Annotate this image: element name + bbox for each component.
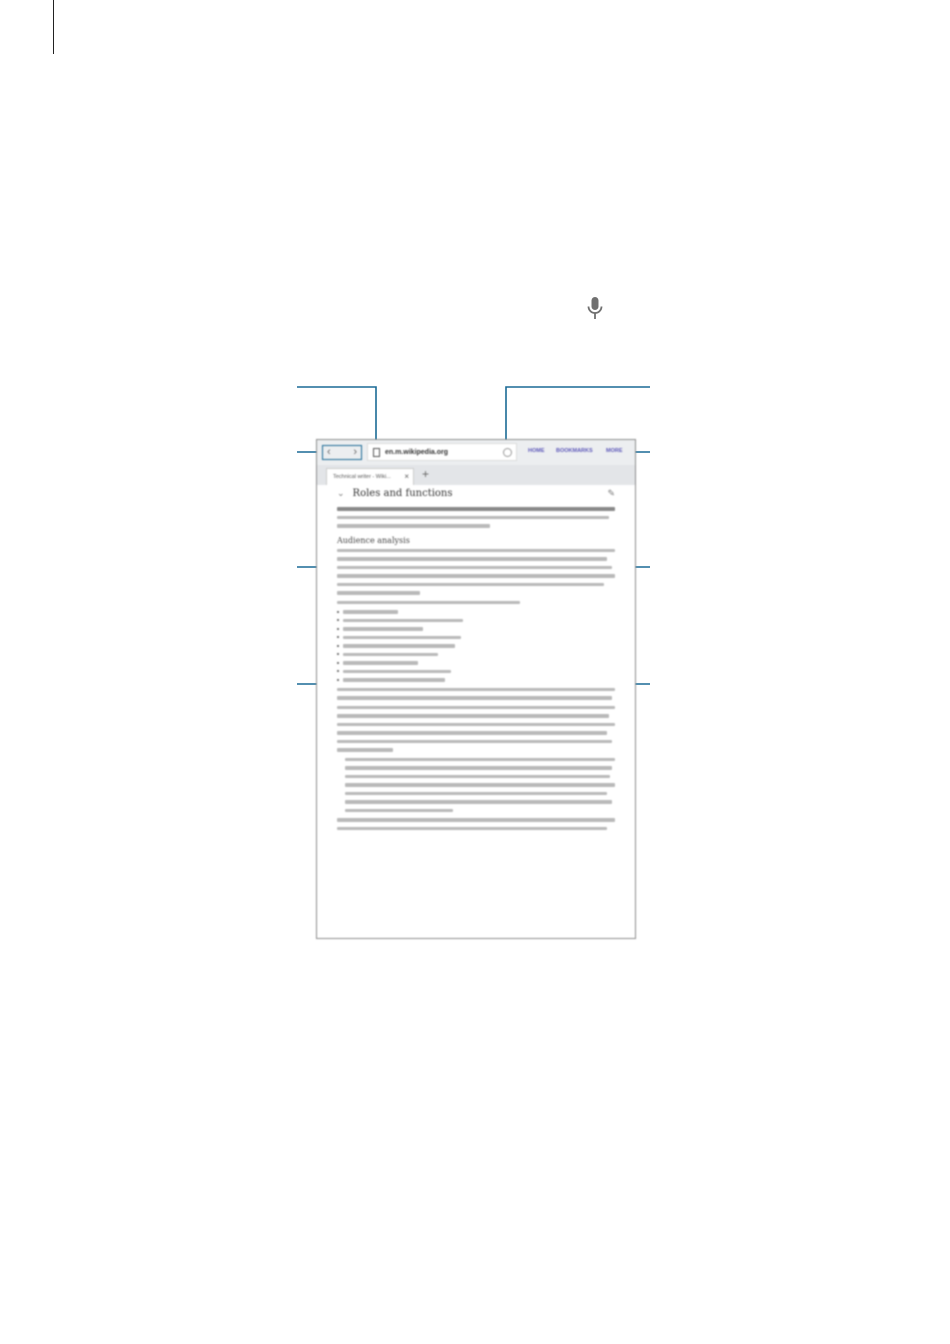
refresh-icon[interactable] bbox=[503, 448, 512, 457]
paragraph bbox=[337, 706, 615, 752]
list-item bbox=[337, 619, 615, 623]
home-button[interactable]: HOME bbox=[528, 448, 545, 454]
address-bar[interactable] bbox=[367, 443, 517, 461]
nav-buttons[interactable] bbox=[322, 445, 362, 460]
lock-icon bbox=[373, 448, 380, 457]
paragraph bbox=[337, 601, 615, 605]
section-heading: Roles and functions bbox=[352, 488, 453, 499]
paragraph bbox=[337, 818, 615, 830]
forward-icon[interactable]: › bbox=[353, 446, 357, 458]
tab-title: Technical writer - Wiki... bbox=[333, 474, 391, 480]
url-text[interactable]: en.m.wikipedia.org bbox=[385, 448, 449, 456]
page-content bbox=[337, 488, 615, 836]
bullet-list bbox=[337, 610, 615, 682]
browser-toolbar bbox=[317, 440, 635, 465]
paragraph bbox=[337, 688, 615, 700]
list-item bbox=[337, 661, 615, 665]
paragraph bbox=[337, 758, 615, 813]
list-item bbox=[337, 670, 615, 674]
list-item bbox=[337, 644, 615, 648]
bookmarks-button[interactable]: BOOKMARKS bbox=[556, 448, 593, 454]
tab-active[interactable] bbox=[326, 468, 414, 485]
paragraph bbox=[337, 507, 615, 528]
paragraph bbox=[337, 549, 615, 595]
chevron-icon[interactable]: ⌄ bbox=[337, 488, 345, 498]
mic-icon bbox=[585, 296, 605, 322]
list-item bbox=[337, 678, 615, 682]
back-icon[interactable]: ‹ bbox=[327, 446, 331, 458]
list-item bbox=[337, 610, 615, 614]
more-button[interactable]: MORE bbox=[606, 448, 623, 454]
browser-screenshot bbox=[316, 439, 636, 939]
close-icon[interactable]: × bbox=[404, 472, 409, 481]
callout-address-bar bbox=[297, 387, 376, 447]
list-item bbox=[337, 653, 615, 657]
add-icon[interactable]: + bbox=[422, 467, 430, 481]
callout-refresh bbox=[506, 387, 650, 447]
tab-bar bbox=[317, 465, 635, 485]
list-item bbox=[337, 636, 615, 640]
section-subheading: Audience analysis bbox=[337, 535, 410, 545]
list-item bbox=[337, 627, 615, 631]
edit-icon[interactable]: ✎ bbox=[607, 488, 615, 498]
page-margin-rule bbox=[53, 0, 54, 54]
